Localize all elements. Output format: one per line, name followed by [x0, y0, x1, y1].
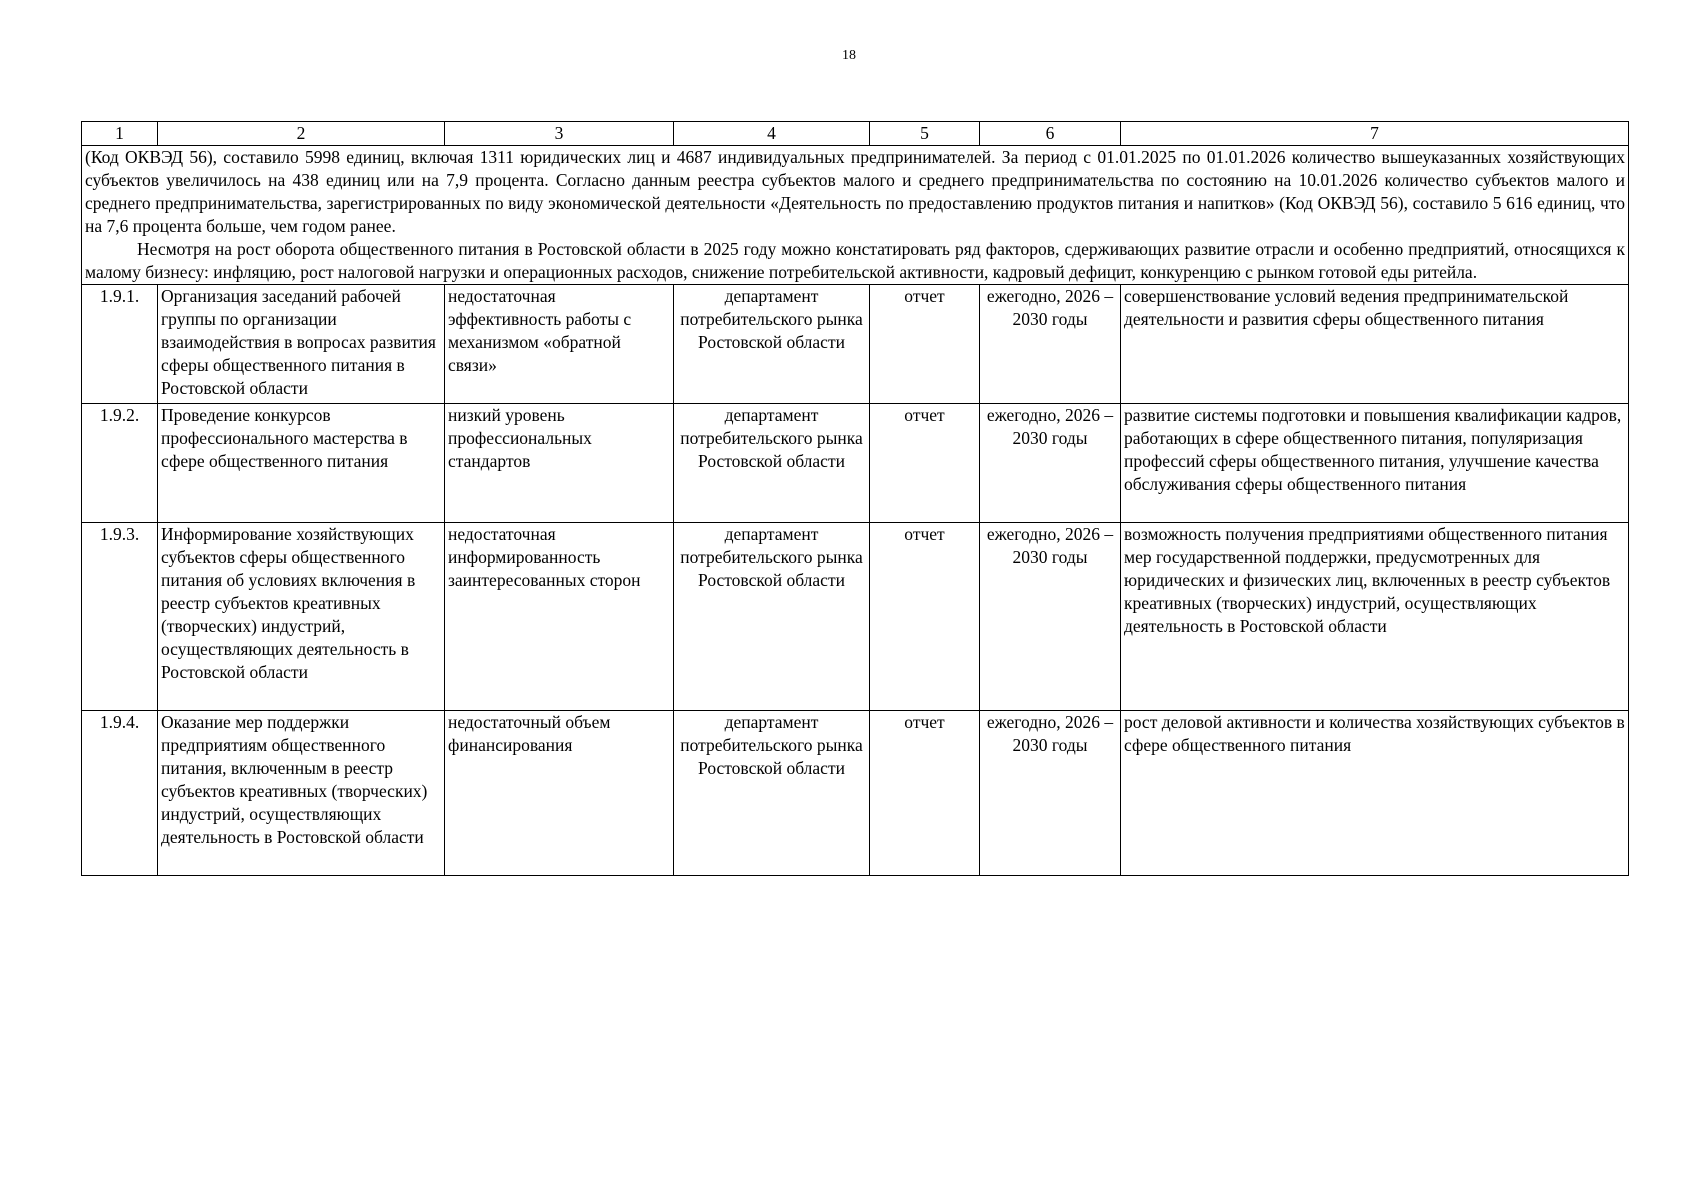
period-text: ежегодно, 2026 – 2030 годы [980, 285, 1121, 404]
intro-paragraph: Несмотря на рост оборота общественного питания в Ростовской области в 2025 году можно констатировать ряд факторов, сдерживающих развитие отрасли и особенно предприятий, относящихся к малому бизнесу: инфляцию, рост налоговой нагрузки и операционных расходов, снижение потребительской активности, кадровый дефицит, конкуренцию с рынком готовой еды ритейла. [85, 239, 1625, 282]
measure-number: 1.9.1. [82, 285, 158, 404]
column-number-4: 4 [674, 122, 870, 146]
intro-paragraph: (Код ОКВЭД 56), составило 5998 единиц, включая 1311 юридических лиц и 4687 индивидуальных предпринимателей. За период с 01.01.2025 по 01.01.2026 количество вышеуказанных хозяйствующих субъектов увеличилось на 438 единиц или на 7,9 процента. Согласно данным реестра субъектов малого и среднего предпринимательства по состоянию на 10.01.2026 количество субъектов малого и среднего предпринимательства, зарегистрированных по виду экономической деятельности «Деятельность по предоставлению продуктов питания и напитков» (Код ОКВЭД 56), составило 5 616 единиц, что на 7,6 процента больше, чем годом ранее. [85, 147, 1625, 236]
column-number-7: 7 [1121, 122, 1629, 146]
problem-text: недостаточная информированность заинтересованных сторон [445, 523, 674, 711]
executor-text: департамент потребительского рынка Ростовской области [674, 523, 870, 711]
column-number-5: 5 [870, 122, 980, 146]
table-header-row [82, 122, 1629, 146]
period-text: ежегодно, 2026 – 2030 годы [980, 404, 1121, 523]
document-type: отчет [870, 285, 980, 404]
document-type: отчет [870, 523, 980, 711]
column-number-6: 6 [980, 122, 1121, 146]
measure-title: Информирование хозяйствующих субъектов сферы общественного питания об условиях включения в реестр субъектов креативных (творческих) индустрий, осуществляющих деятельность в Ростовской области [158, 523, 445, 711]
measure-title: Организация заседаний рабочей группы по организации взаимодействия в вопросах развития сферы общественного питания в Ростовской области [158, 285, 445, 404]
result-text: совершенствование условий ведения предпринимательской деятельности и развития сферы общественного питания [1121, 285, 1629, 404]
document-type: отчет [870, 711, 980, 876]
table-row [82, 404, 1629, 523]
measure-number: 1.9.3. [82, 523, 158, 711]
executor-text: департамент потребительского рынка Ростовской области [674, 285, 870, 404]
result-text: рост деловой активности и количества хозяйствующих субъектов в сфере общественного питания [1121, 711, 1629, 876]
table-row [82, 523, 1629, 711]
problem-text: низкий уровень профессиональных стандартов [445, 404, 674, 523]
measures-table [81, 121, 1629, 876]
executor-text: департамент потребительского рынка Ростовской области [674, 404, 870, 523]
page-number: 18 [842, 48, 856, 63]
result-text: развитие системы подготовки и повышения квалификации кадров, работающих в сфере общественного питания, популяризация профессий сферы общественного питания, улучшение качества обслуживания сферы общественного питания [1121, 404, 1629, 523]
measure-number: 1.9.4. [82, 711, 158, 876]
table-row [82, 711, 1629, 876]
result-text: возможность получения предприятиями общественного питания мер государственной поддержки, предусмотренных для юридических и физических лиц, включенных в реестр субъектов креативных (творческих) индустрий, осуществляющих деятельность в Ростовской области [1121, 523, 1629, 711]
problem-text: недостаточный объем финансирования [445, 711, 674, 876]
document-type: отчет [870, 404, 980, 523]
column-number-3: 3 [445, 122, 674, 146]
intro-row [82, 146, 1629, 285]
problem-text: недостаточная эффективность работы с механизмом «обратной связи» [445, 285, 674, 404]
measure-title: Оказание мер поддержки предприятиям общественного питания, включенным в реестр субъектов креативных (творческих) индустрий, осуществляющих деятельность в Ростовской области [158, 711, 445, 876]
table-row [82, 285, 1629, 404]
intro-text-cell [82, 146, 1629, 285]
measure-number: 1.9.2. [82, 404, 158, 523]
column-number-1: 1 [82, 122, 158, 146]
executor-text: департамент потребительского рынка Ростовской области [674, 711, 870, 876]
period-text: ежегодно, 2026 – 2030 годы [980, 523, 1121, 711]
period-text: ежегодно, 2026 – 2030 годы [980, 711, 1121, 876]
measure-title: Проведение конкурсов профессионального мастерства в сфере общественного питания [158, 404, 445, 523]
column-number-2: 2 [158, 122, 445, 146]
